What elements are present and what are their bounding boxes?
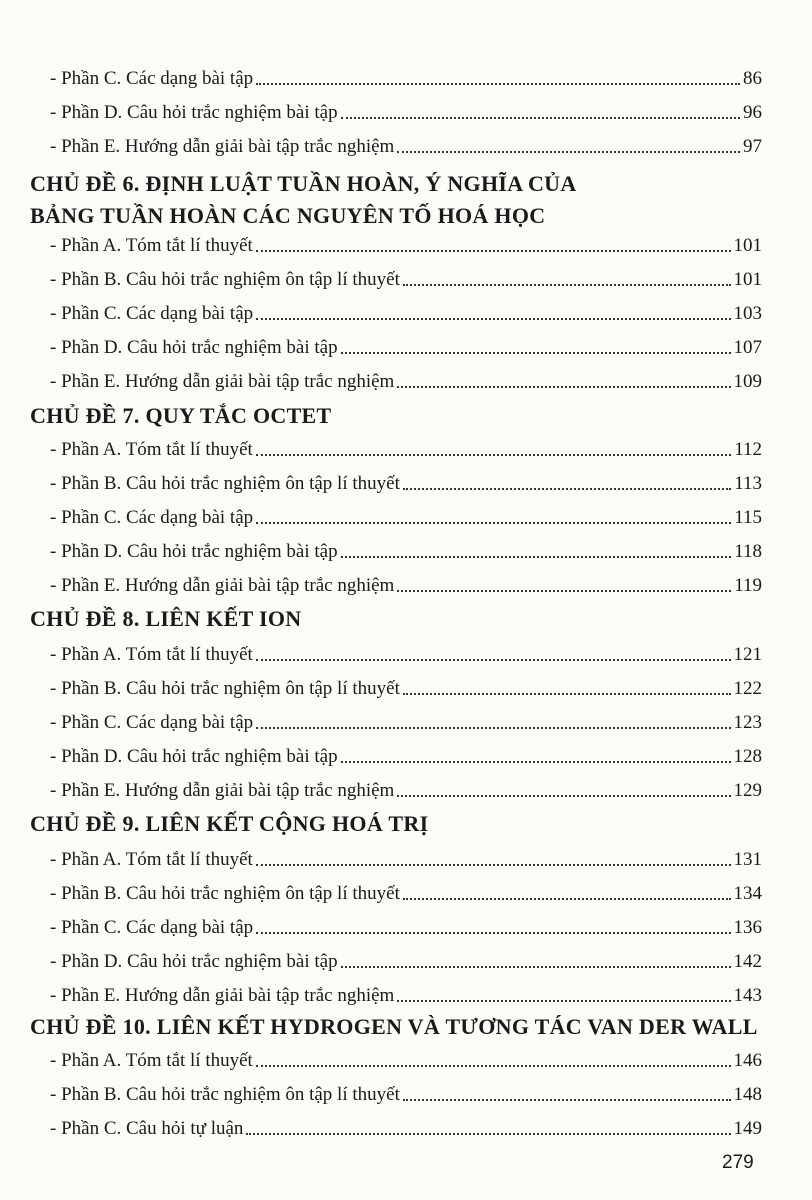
toc-entry-c8-part-e bbox=[50, 772, 762, 802]
entry-label: - Phần D. Câu hỏi trắc nghiệm bài tập bbox=[50, 951, 338, 972]
toc-entry-c6-part-d bbox=[50, 329, 762, 359]
dot-leader bbox=[256, 1065, 731, 1067]
entry-label: - Phần B. Câu hỏi trắc nghiệm ôn tập lí thuyết bbox=[50, 1084, 400, 1105]
toc-entry-c7-part-e bbox=[50, 567, 762, 597]
entry-label: - Phần C. Các dạng bài tập bbox=[50, 917, 254, 938]
dot-leader bbox=[403, 693, 731, 695]
toc-entry-c9-part-e bbox=[50, 977, 762, 1007]
topic-6-heading-line1: CHỦ ĐỀ 6. ĐỊNH LUẬT TUẦN HOÀN, Ý NGHĨA CỦA bbox=[30, 171, 577, 196]
dot-leader bbox=[397, 590, 731, 592]
entry-label: - Phần A. Tóm tắt lí thuyết bbox=[50, 1050, 253, 1071]
toc-entry-c6-part-e bbox=[50, 363, 762, 393]
toc-entry-c8-part-a bbox=[50, 636, 762, 666]
entry-label: - Phần E. Hướng dẫn giải bài tập trắc nghiệm bbox=[50, 575, 395, 596]
entry-label: - Phần B. Câu hỏi trắc nghiệm ôn tập lí thuyết bbox=[50, 473, 400, 494]
dot-leader bbox=[341, 966, 731, 968]
entry-label: - Phần A. Tóm tắt lí thuyết bbox=[50, 849, 253, 870]
toc-entry-c5-part-c bbox=[50, 60, 762, 90]
entry-label: - Phần C. Các dạng bài tập bbox=[50, 68, 254, 89]
topic-6-heading-line2: BẢNG TUẦN HOÀN CÁC NGUYÊN TỐ HOÁ HỌC bbox=[30, 203, 546, 228]
dot-leader bbox=[341, 117, 740, 119]
entry-page: 86 bbox=[743, 68, 762, 89]
entry-page: 131 bbox=[733, 849, 762, 870]
toc-entry-c6-part-a bbox=[50, 227, 762, 257]
entry-page: 146 bbox=[733, 1050, 762, 1071]
entry-page: 123 bbox=[733, 712, 762, 733]
dot-leader bbox=[256, 864, 731, 866]
entry-label: - Phần B. Câu hỏi trắc nghiệm ôn tập lí thuyết bbox=[50, 269, 400, 290]
entry-label: - Phần E. Hướng dẫn giải bài tập trắc nghiệm bbox=[50, 136, 395, 157]
entry-page: 112 bbox=[734, 439, 762, 460]
dot-leader bbox=[256, 250, 731, 252]
entry-page: 128 bbox=[733, 746, 762, 767]
toc-entry-c6-part-c bbox=[50, 295, 762, 325]
toc-entry-c7-part-d bbox=[50, 533, 762, 563]
entry-label: - Phần C. Các dạng bài tập bbox=[50, 507, 254, 528]
entry-label: - Phần E. Hướng dẫn giải bài tập trắc nghiệm bbox=[50, 985, 395, 1006]
entry-label: - Phần A. Tóm tắt lí thuyết bbox=[50, 644, 253, 665]
toc-entry-c10-part-c bbox=[50, 1110, 762, 1140]
entry-page: 149 bbox=[733, 1118, 762, 1139]
dot-leader bbox=[397, 151, 740, 153]
entry-label: - Phần C. Các dạng bài tập bbox=[50, 712, 254, 733]
entry-page: 134 bbox=[733, 883, 762, 904]
entry-page: 118 bbox=[734, 541, 762, 562]
dot-leader bbox=[256, 932, 730, 934]
dot-leader bbox=[341, 761, 731, 763]
entry-page: 101 bbox=[733, 269, 762, 290]
toc-entry-c8-part-c bbox=[50, 704, 762, 734]
dot-leader bbox=[403, 488, 731, 490]
entry-label: - Phần D. Câu hỏi trắc nghiệm bài tập bbox=[50, 541, 338, 562]
entry-label: - Phần C. Câu hỏi tự luận bbox=[50, 1118, 244, 1139]
toc-entry-c8-part-d bbox=[50, 738, 762, 768]
toc-entry-c10-part-a bbox=[50, 1042, 762, 1072]
entry-page: 97 bbox=[743, 136, 762, 157]
entry-label: - Phần C. Các dạng bài tập bbox=[50, 303, 254, 324]
dot-leader bbox=[256, 727, 730, 729]
dot-leader bbox=[397, 795, 730, 797]
toc-entry-c7-part-a bbox=[50, 431, 762, 461]
dot-leader bbox=[341, 352, 731, 354]
dot-leader bbox=[403, 898, 731, 900]
topic-8-heading: CHỦ ĐỀ 8. LIÊN KẾT ION bbox=[30, 606, 302, 631]
dot-leader bbox=[341, 556, 732, 558]
toc-entry-c8-part-b bbox=[50, 670, 762, 700]
entry-page: 122 bbox=[733, 678, 762, 699]
dot-leader bbox=[403, 1099, 731, 1101]
entry-label: - Phần D. Câu hỏi trắc nghiệm bài tập bbox=[50, 337, 338, 358]
dot-leader bbox=[397, 1000, 730, 1002]
topic-7-heading: CHỦ ĐỀ 7. QUY TẮC OCTET bbox=[30, 403, 332, 428]
entry-label: - Phần B. Câu hỏi trắc nghiệm ôn tập lí thuyết bbox=[50, 883, 400, 904]
entry-label: - Phần D. Câu hỏi trắc nghiệm bài tập bbox=[50, 746, 338, 767]
toc-entry-c9-part-c bbox=[50, 909, 762, 939]
entry-page: 148 bbox=[733, 1084, 762, 1105]
entry-page: 119 bbox=[734, 575, 762, 596]
toc-entry-c5-part-d bbox=[50, 94, 762, 124]
entry-page: 107 bbox=[733, 337, 762, 358]
toc-entry-c9-part-b bbox=[50, 875, 762, 905]
toc-entry-c5-part-e bbox=[50, 128, 762, 158]
dot-leader bbox=[256, 522, 731, 524]
entry-page: 96 bbox=[743, 102, 762, 123]
entry-page: 109 bbox=[733, 371, 762, 392]
entry-page: 121 bbox=[733, 644, 762, 665]
dot-leader bbox=[256, 454, 731, 456]
toc-entry-c9-part-d bbox=[50, 943, 762, 973]
entry-label: - Phần D. Câu hỏi trắc nghiệm bài tập bbox=[50, 102, 338, 123]
dot-leader bbox=[256, 659, 731, 661]
dot-leader bbox=[397, 386, 730, 388]
entry-page: 143 bbox=[733, 985, 762, 1006]
entry-page: 103 bbox=[733, 303, 762, 324]
toc-entry-c10-part-b bbox=[50, 1076, 762, 1106]
topic-10-heading: CHỦ ĐỀ 10. LIÊN KẾT HYDROGEN VÀ TƯƠNG TÁC VAN DER WALL bbox=[30, 1014, 758, 1039]
entry-page: 136 bbox=[733, 917, 762, 938]
toc-entry-c7-part-b bbox=[50, 465, 762, 495]
dot-leader bbox=[256, 83, 740, 85]
dot-leader bbox=[256, 318, 730, 320]
entry-label: - Phần A. Tóm tắt lí thuyết bbox=[50, 439, 253, 460]
toc-entry-c6-part-b bbox=[50, 261, 762, 291]
entry-label: - Phần E. Hướng dẫn giải bài tập trắc nghiệm bbox=[50, 371, 395, 392]
entry-page: 113 bbox=[734, 473, 762, 494]
entry-label: - Phần A. Tóm tắt lí thuyết bbox=[50, 235, 253, 256]
dot-leader bbox=[246, 1133, 730, 1135]
entry-page: 129 bbox=[733, 780, 762, 801]
entry-page: 101 bbox=[733, 235, 762, 256]
entry-page: 142 bbox=[733, 951, 762, 972]
entry-label: - Phần E. Hướng dẫn giải bài tập trắc nghiệm bbox=[50, 780, 395, 801]
page-number: 279 bbox=[722, 1152, 754, 1173]
topic-9-heading: CHỦ ĐỀ 9. LIÊN KẾT CỘNG HOÁ TRỊ bbox=[30, 811, 429, 836]
toc-entry-c9-part-a bbox=[50, 841, 762, 871]
toc-entry-c7-part-c bbox=[50, 499, 762, 529]
entry-page: 115 bbox=[734, 507, 762, 528]
dot-leader bbox=[403, 284, 731, 286]
entry-label: - Phần B. Câu hỏi trắc nghiệm ôn tập lí thuyết bbox=[50, 678, 400, 699]
